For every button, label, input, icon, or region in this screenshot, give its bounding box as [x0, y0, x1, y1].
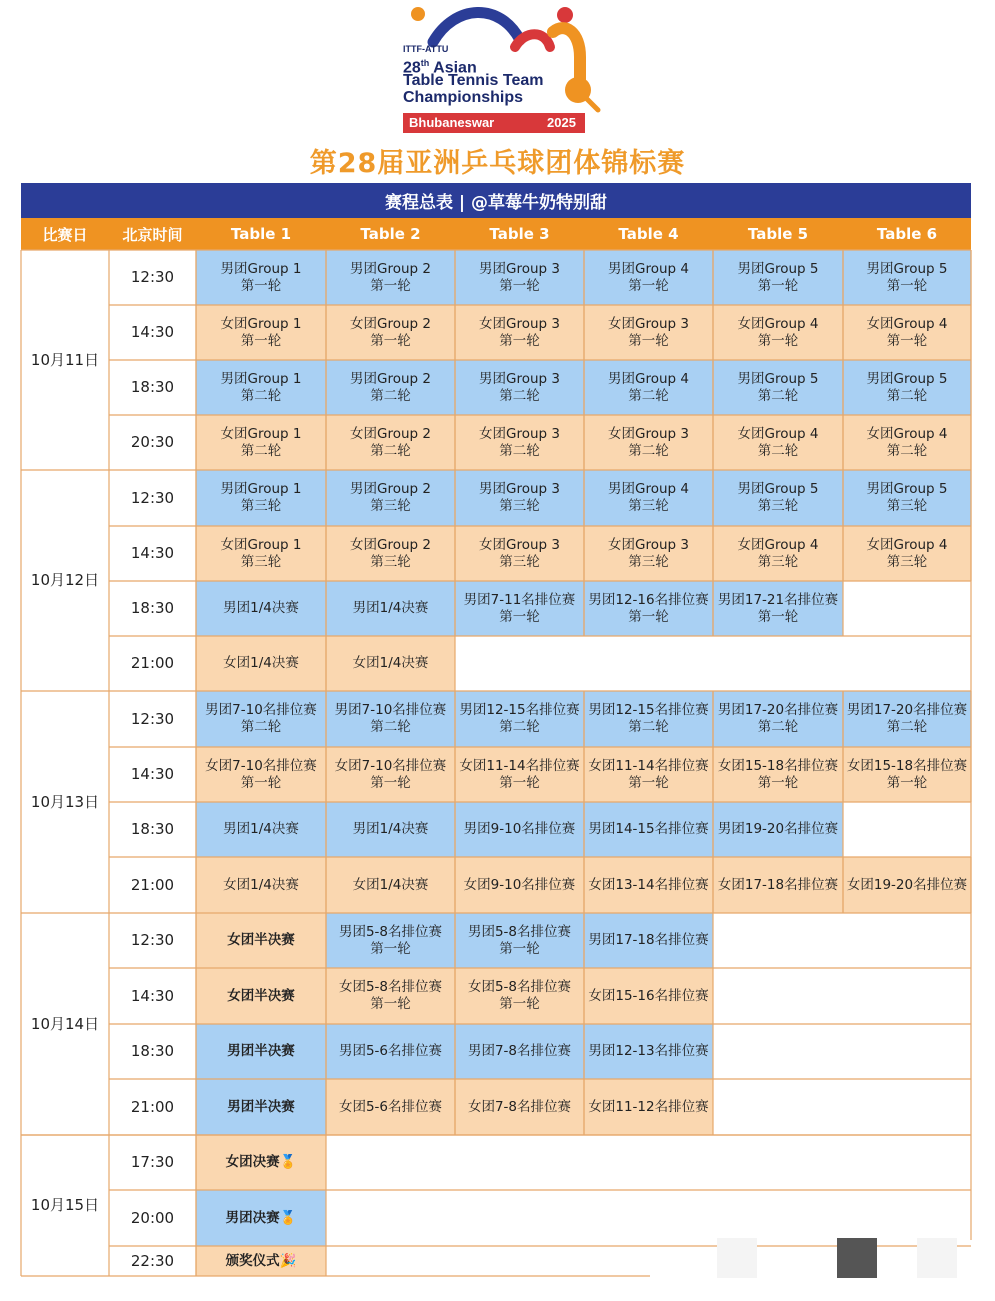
match-label: 男团12-13名排位赛	[588, 1043, 709, 1059]
round-label: 第二轮	[240, 387, 282, 404]
match-label: 男团Group 5	[737, 370, 819, 387]
round-label: 第一轮	[886, 277, 928, 294]
round-label: 第三轮	[370, 498, 411, 514]
match-label: 男团Group 1	[220, 481, 302, 497]
round-label: 第三轮	[499, 498, 540, 514]
match-label: 男团1/4决赛	[352, 600, 429, 616]
match-label: 男团Group 5	[866, 370, 948, 387]
time-cell: 20:30	[130, 433, 175, 451]
match-label: 女团5-8名排位赛	[467, 979, 572, 995]
match-label: 女团1/4决赛	[223, 876, 299, 893]
watermark-block-dark	[837, 1238, 877, 1278]
round-label: 第一轮	[370, 996, 411, 1012]
match-label: 男团Group 1	[220, 260, 302, 277]
match-label: 男团Group 4	[608, 370, 689, 387]
schedule-banner: 赛程总表 | @草莓牛奶特别甜	[21, 183, 971, 218]
round-label: 第二轮	[370, 387, 411, 404]
round-label: 第三轮	[886, 498, 928, 514]
time-cell: 12:30	[130, 268, 175, 286]
page-title: 第28届亚洲乒乓球团体锦标赛	[309, 148, 686, 179]
match-label: 男团Group 3	[479, 260, 560, 277]
match-label: 男团半决赛	[227, 1043, 295, 1059]
column-header: Table 4	[618, 225, 679, 243]
time-cell: 20:00	[130, 1208, 175, 1227]
round-label: 第一轮	[499, 774, 540, 791]
match-label: 女团5-8名排位赛	[338, 979, 443, 995]
time-cell: 18:30	[130, 820, 175, 838]
match-label: 男团1/4决赛	[352, 821, 429, 837]
match-label: 男团7-11名排位赛	[463, 591, 576, 608]
round-label: 第一轮	[240, 277, 282, 294]
round-label: 第一轮	[370, 774, 411, 791]
round-label: 第二轮	[370, 442, 411, 459]
round-label: 第一轮	[757, 332, 799, 349]
match-label: 女团19-20名排位赛	[846, 876, 968, 893]
match-label: 男团决赛🏅	[225, 1209, 297, 1226]
round-label: 第一轮	[240, 774, 282, 791]
round-label: 第二轮	[628, 442, 669, 459]
match-label: 男团7-8名排位赛	[467, 1043, 572, 1059]
match-label: 女团Group 3	[608, 425, 689, 442]
column-header: Table 5	[747, 225, 809, 243]
match-label: 女团Group 3	[479, 315, 560, 332]
date-cell: 10月14日	[30, 1014, 100, 1033]
round-label: 第二轮	[370, 719, 411, 735]
column-header: Table 1	[230, 225, 292, 243]
match-label: 男团1/4决赛	[223, 821, 299, 837]
match-label: 男团5-8名排位赛	[338, 923, 443, 940]
match-label: 男团14-15名排位赛	[588, 821, 709, 837]
round-label: 第一轮	[370, 332, 411, 349]
match-label: 男团Group 3	[479, 370, 560, 387]
round-label: 第一轮	[499, 608, 540, 625]
round-label: 第二轮	[499, 719, 540, 735]
match-label: 男团半决赛	[227, 1098, 295, 1115]
round-label: 第二轮	[499, 442, 540, 459]
round-label: 第一轮	[628, 332, 669, 349]
round-label: 第三轮	[757, 498, 799, 514]
round-label: 第二轮	[757, 387, 799, 404]
match-label: 男团Group 1	[220, 370, 302, 387]
match-label: 女团1/4决赛	[352, 876, 429, 893]
round-label: 第二轮	[757, 719, 799, 735]
round-label: 第一轮	[370, 940, 411, 957]
match-label: 女团Group 1	[220, 425, 302, 442]
column-header: Table 2	[360, 225, 421, 243]
match-label: 男团12-15名排位赛	[459, 702, 580, 718]
match-label: 女团15-18名排位赛	[846, 757, 968, 774]
match-label: 女团Group 4	[866, 425, 948, 442]
match-label: 男团17-21名排位赛	[717, 591, 839, 608]
match-label: 女团9-10名排位赛	[463, 876, 576, 893]
match-label: 女团Group 4	[866, 315, 948, 332]
time-cell: 12:30	[130, 488, 175, 507]
match-label: 男团7-10名排位赛	[205, 702, 317, 718]
date-cell: 10月15日	[30, 1196, 100, 1214]
round-label: 第二轮	[757, 442, 799, 459]
time-cell: 22:30	[130, 1251, 175, 1270]
round-label: 第一轮	[499, 940, 540, 957]
match-label: 女团Group 3	[479, 536, 560, 553]
match-label: 男团5-6名排位赛	[338, 1043, 443, 1059]
match-label: 男团9-10名排位赛	[463, 821, 576, 837]
match-label: 男团17-20名排位赛	[846, 702, 968, 718]
round-label: 第三轮	[240, 498, 282, 514]
logo-line2: Table Tennis Team	[403, 72, 544, 89]
match-label: 男团Group 5	[866, 260, 948, 277]
match-label: 男团Group 2	[350, 370, 431, 387]
round-label: 第二轮	[886, 442, 928, 459]
logo-org: ITTF-ATTU	[403, 44, 449, 54]
logo-year: 2025	[547, 115, 576, 130]
logo-line3: Championships	[403, 89, 524, 106]
match-label: 男团17-20名排位赛	[717, 702, 839, 718]
round-label: 第一轮	[757, 608, 799, 625]
date-cell: 10月11日	[30, 350, 100, 369]
round-label: 第二轮	[240, 442, 282, 459]
match-label: 女团15-16名排位赛	[588, 987, 709, 1004]
match-label: 女团17-18名排位赛	[717, 876, 839, 893]
match-label: 男团Group 5	[737, 260, 819, 277]
match-label: 女团半决赛	[227, 987, 295, 1004]
match-label: 男团Group 5	[866, 481, 948, 497]
match-label: 男团19-20名排位赛	[717, 821, 839, 837]
match-label: 男团7-10名排位赛	[334, 702, 447, 718]
time-cell: 17:30	[130, 1153, 175, 1171]
round-label: 第一轮	[757, 774, 799, 791]
column-header: 比赛日	[42, 225, 88, 244]
round-label: 第三轮	[628, 553, 669, 570]
match-label: 男团Group 3	[479, 481, 560, 497]
round-label: 第一轮	[628, 277, 669, 294]
match-label: 女团11-14名排位赛	[588, 757, 709, 774]
round-label: 第一轮	[240, 332, 282, 349]
match-label: 女团5-6名排位赛	[338, 1098, 443, 1115]
date-cell: 10月12日	[30, 571, 100, 589]
match-label: 女团Group 1	[220, 536, 302, 553]
round-label: 第三轮	[628, 498, 669, 514]
match-label: 女团11-14名排位赛	[459, 757, 580, 774]
time-cell: 14:30	[130, 323, 175, 341]
match-label: 女团Group 2	[350, 315, 431, 332]
logo-city: Bhubaneswar	[409, 115, 495, 130]
round-label: 第二轮	[499, 387, 540, 404]
match-label: 女团Group 3	[608, 315, 689, 332]
match-label: 女团决赛🏅	[225, 1154, 297, 1170]
column-header: Table 3	[489, 225, 550, 243]
round-label: 第一轮	[499, 332, 540, 349]
match-label: 女团1/4决赛	[223, 655, 299, 671]
match-label: 女团Group 2	[350, 536, 431, 553]
time-cell: 18:30	[130, 1042, 175, 1060]
round-label: 第一轮	[499, 277, 540, 294]
match-label: 女团7-8名排位赛	[467, 1098, 572, 1115]
match-label: 女团7-10名排位赛	[334, 757, 447, 774]
match-label: 男团5-8名排位赛	[467, 923, 572, 940]
match-label: 男团Group 2	[350, 260, 431, 277]
round-label: 第一轮	[370, 277, 411, 294]
match-label: 女团Group 4	[737, 536, 819, 553]
match-label: 女团Group 4	[737, 315, 819, 332]
round-label: 第二轮	[628, 387, 669, 404]
match-label: 男团Group 4	[608, 481, 689, 497]
time-cell: 21:00	[130, 875, 175, 894]
round-label: 第二轮	[886, 719, 928, 735]
round-label: 第一轮	[628, 774, 669, 791]
match-label: 女团11-12名排位赛	[588, 1098, 709, 1115]
match-label: 女团Group 2	[350, 425, 431, 442]
column-header: 北京时间	[122, 225, 183, 244]
round-label: 第一轮	[499, 996, 540, 1012]
match-label: 女团Group 3	[608, 536, 689, 553]
match-label: 女团15-18名排位赛	[717, 757, 839, 774]
match-label: 男团12-15名排位赛	[588, 702, 709, 718]
round-label: 第二轮	[886, 387, 928, 404]
round-label: 第二轮	[240, 719, 282, 735]
round-label: 第二轮	[628, 719, 669, 735]
match-label: 女团Group 4	[866, 536, 948, 553]
match-label: 女团7-10名排位赛	[205, 757, 317, 774]
match-label: 女团1/4决赛	[352, 655, 429, 671]
match-label: 男团Group 4	[608, 260, 689, 277]
match-label: 颁奖仪式🎉	[225, 1252, 297, 1269]
time-cell: 14:30	[130, 986, 175, 1005]
match-label: 男团17-18名排位赛	[588, 932, 709, 948]
time-cell: 18:30	[130, 599, 175, 617]
watermark-block	[717, 1238, 757, 1278]
round-label: 第三轮	[886, 553, 928, 570]
match-label: 女团Group 3	[479, 425, 560, 442]
time-cell: 18:30	[130, 378, 175, 396]
time-cell: 12:30	[130, 709, 175, 728]
date-cell: 10月13日	[30, 792, 100, 811]
match-label: 男团Group 2	[350, 481, 431, 497]
match-label: 女团Group 4	[737, 425, 819, 442]
round-label: 第一轮	[886, 774, 928, 791]
logo-line1: 28th Asian	[403, 58, 477, 77]
time-cell: 12:30	[130, 931, 175, 949]
round-label: 第三轮	[370, 553, 411, 570]
time-cell: 21:00	[130, 1097, 175, 1116]
match-label: 女团Group 1	[220, 315, 302, 332]
match-label: 女团半决赛	[227, 932, 295, 948]
round-label: 第三轮	[240, 553, 282, 570]
time-cell: 21:00	[130, 654, 175, 672]
time-cell: 14:30	[130, 544, 175, 562]
match-label: 男团12-16名排位赛	[588, 591, 709, 608]
match-label: 女团13-14名排位赛	[588, 876, 709, 893]
match-label: 男团Group 5	[737, 481, 819, 497]
time-cell: 14:30	[130, 765, 175, 783]
round-label: 第三轮	[757, 553, 799, 570]
watermark-block	[917, 1238, 957, 1278]
round-label: 第一轮	[886, 332, 928, 349]
round-label: 第一轮	[757, 277, 799, 294]
round-label: 第三轮	[499, 553, 540, 570]
round-label: 第一轮	[628, 608, 669, 625]
column-header: Table 6	[876, 225, 938, 243]
match-label: 男团1/4决赛	[223, 600, 299, 616]
